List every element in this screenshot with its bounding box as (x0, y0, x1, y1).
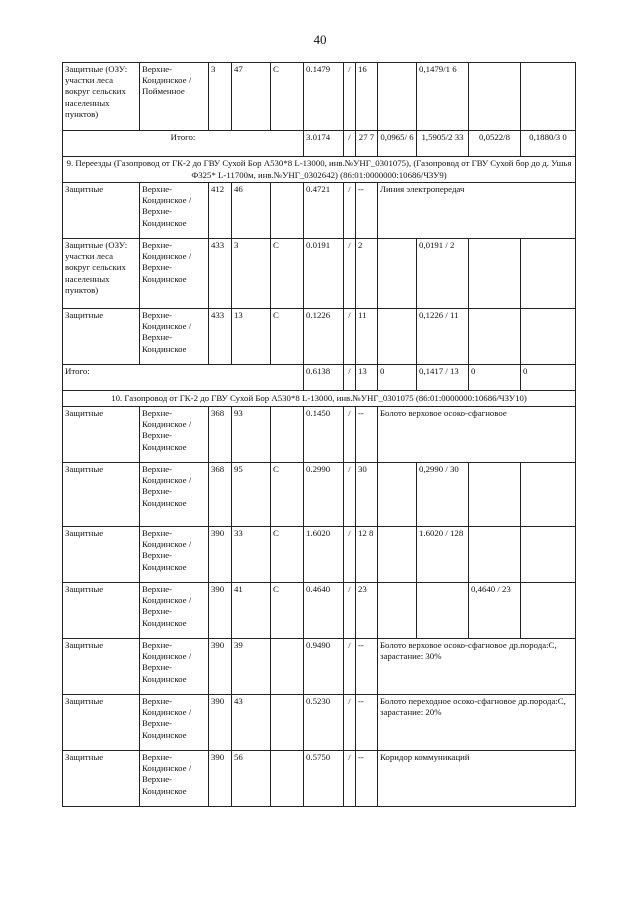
slash-cell: / (344, 131, 356, 157)
note-cell: Болото переходное осоко-сфагновое др.порода:С, зарастание: 20% (378, 695, 576, 751)
area-cell: 0.1479 (304, 63, 344, 131)
area-cell: 0.5230 (304, 695, 344, 751)
col9-cell (378, 583, 417, 639)
table-row (63, 751, 576, 807)
table-row (63, 639, 576, 695)
slash-cell: / (344, 183, 356, 239)
slash-cell: / (344, 463, 356, 527)
forestry-cell: Верхне-Кондинское / Пойменное (140, 63, 209, 131)
quarter-cell: 412 (209, 183, 232, 239)
count-cell: -- (356, 639, 378, 695)
total-label: Итого: (63, 131, 304, 157)
section-cell: 56 (232, 751, 271, 807)
col9-cell (378, 463, 417, 527)
forestry-cell: Верхне-Кондинское / Верхне-Кондинское (140, 309, 209, 365)
area-cell: 0.0191 (304, 239, 344, 309)
col11-cell (469, 527, 521, 583)
total-col9-cell: 0,0965/ 6 (378, 131, 417, 157)
col9-cell (378, 527, 417, 583)
category-cell: Защитные (63, 639, 140, 695)
total-col10-cell: 0,1417 / 13 (417, 365, 469, 391)
section-cell: 93 (232, 407, 271, 463)
col10-cell: 0,0191 / 2 (417, 239, 469, 309)
section-cell: 41 (232, 583, 271, 639)
section-cell: 46 (232, 183, 271, 239)
quarter-cell: 368 (209, 407, 232, 463)
total-area-cell: 0.6138 (304, 365, 344, 391)
col10-cell: 0,1226 / 11 (417, 309, 469, 365)
quarter-cell: 390 (209, 639, 232, 695)
species-cell: С (271, 527, 304, 583)
section-title: 10. Газопровод от ГК-2 до ГВУ Сухой Бор А530*8 L-13000, инв.№УНГ_0301075 (86:01:0000000:10686/ЧЗУ10) (63, 391, 576, 407)
col11-cell (469, 309, 521, 365)
forestry-cell: Верхне-Кондинское / Верхне-Кондинское (140, 463, 209, 527)
forestry-cell: Верхне-Кондинское / Верхне-Кондинское (140, 183, 209, 239)
total-area-cell: 3.0174 (304, 131, 344, 157)
species-cell: С (271, 309, 304, 365)
area-cell: 0.4721 (304, 183, 344, 239)
category-cell: Защитные (63, 583, 140, 639)
table-row (63, 63, 576, 131)
table-row (63, 695, 576, 751)
forestry-cell: Верхне-Кондинское / Верхне-Кондинское (140, 751, 209, 807)
col12-cell (521, 583, 576, 639)
quarter-cell: 390 (209, 695, 232, 751)
count-cell: 30 (356, 463, 378, 527)
note-cell: Болото верховое осоко-сфагновое (378, 407, 576, 463)
col10-cell: 1.6020 / 128 (417, 527, 469, 583)
count-cell: -- (356, 407, 378, 463)
col11-cell (469, 63, 521, 131)
category-cell: Защитные (ОЗУ: участки леса вокруг сельских населенных пунктов) (63, 63, 140, 131)
table-row (63, 239, 576, 309)
table-row (63, 583, 576, 639)
area-cell: 0.4640 (304, 583, 344, 639)
col12-cell (521, 239, 576, 309)
count-cell: -- (356, 751, 378, 807)
species-cell (271, 183, 304, 239)
slash-cell: / (344, 309, 356, 365)
section-cell: 33 (232, 527, 271, 583)
species-cell (271, 751, 304, 807)
slash-cell: / (344, 239, 356, 309)
table-row (63, 183, 576, 239)
count-cell: 11 (356, 309, 378, 365)
area-cell: 0.2990 (304, 463, 344, 527)
total-col11-cell: 0 (469, 365, 521, 391)
col11-cell (469, 239, 521, 309)
count-cell: 12 8 (356, 527, 378, 583)
col10-cell: 0,1479/1 6 (417, 63, 469, 131)
section-cell: 39 (232, 639, 271, 695)
species-cell (271, 407, 304, 463)
forest-plots-table (62, 62, 576, 807)
slash-cell: / (344, 407, 356, 463)
col12-cell (521, 463, 576, 527)
col12-cell (521, 63, 576, 131)
quarter-cell: 433 (209, 239, 232, 309)
table-row (63, 407, 576, 463)
slash-cell: / (344, 751, 356, 807)
forestry-cell: Верхне-Кондинское / Верхне-Кондинское (140, 583, 209, 639)
species-cell: С (271, 239, 304, 309)
section-cell: 13 (232, 309, 271, 365)
category-cell: Защитные (63, 183, 140, 239)
note-cell: Линия электропередач (378, 183, 576, 239)
count-cell: -- (356, 183, 378, 239)
count-cell: 16 (356, 63, 378, 131)
table-row (63, 527, 576, 583)
species-cell: С (271, 463, 304, 527)
page-number: 40 (313, 32, 327, 47)
slash-cell: / (344, 63, 356, 131)
quarter-cell: 368 (209, 463, 232, 527)
forestry-cell: Верхне-Кондинское / Верхне-Кондинское (140, 407, 209, 463)
table-row (63, 463, 576, 527)
category-cell: Защитные (63, 463, 140, 527)
category-cell: Защитные (ОЗУ: участки леса вокруг сельских населенных пунктов) (63, 239, 140, 309)
forestry-cell: Верхне-Кондинское / Верхне-Кондинское (140, 695, 209, 751)
slash-cell: / (344, 583, 356, 639)
note-cell: Болото верховое осоко-сфагновое др.порода:С, зарастание: 30% (378, 639, 576, 695)
col12-cell (521, 527, 576, 583)
area-cell: 0.5750 (304, 751, 344, 807)
note-cell: Коридор коммуникаций (378, 751, 576, 807)
species-cell: С (271, 583, 304, 639)
col10-cell: 0,2990 / 30 (417, 463, 469, 527)
quarter-cell: 390 (209, 527, 232, 583)
total-row (63, 365, 576, 391)
count-cell: 2 (356, 239, 378, 309)
forestry-cell: Верхне-Кондинское / Верхне-Кондинское (140, 527, 209, 583)
slash-cell: / (344, 639, 356, 695)
quarter-cell: 433 (209, 309, 232, 365)
col12-cell (521, 309, 576, 365)
area-cell: 0.1226 (304, 309, 344, 365)
total-row (63, 131, 576, 157)
total-col9-cell: 0 (378, 365, 417, 391)
section-cell: 43 (232, 695, 271, 751)
col9-cell (378, 239, 417, 309)
section-cell: 3 (232, 239, 271, 309)
category-cell: Защитные (63, 407, 140, 463)
category-cell: Защитные (63, 527, 140, 583)
quarter-cell: 390 (209, 751, 232, 807)
section-title: 9. Переезды (Газопровод от ГК-2 до ГВУ Сухой Бор А530*8 L-13000, инв.№УНГ_0301075), (Газопровод от ГВУ Сухой бор до д. Ушья Ф325* L-11700м, инв.№УНГ_0302642) (86:01:0000000:10686/ЧЗУ9) (63, 157, 576, 183)
species-cell (271, 639, 304, 695)
category-cell: Защитные (63, 751, 140, 807)
col9-cell (378, 63, 417, 131)
total-col12-cell: 0,1880/3 0 (521, 131, 576, 157)
total-col12-cell: 0 (521, 365, 576, 391)
col10-cell (417, 583, 469, 639)
total-count-cell: 27 7 (356, 131, 378, 157)
forestry-cell: Верхне-Кондинское / Верхне-Кондинское (140, 239, 209, 309)
total-label: Итого: (63, 365, 304, 391)
count-cell: 23 (356, 583, 378, 639)
area-cell: 1.6020 (304, 527, 344, 583)
col11-cell: 0,4640 / 23 (469, 583, 521, 639)
category-cell: Защитные (63, 695, 140, 751)
section-cell: 47 (232, 63, 271, 131)
slash-cell: / (344, 527, 356, 583)
quarter-cell: 3 (209, 63, 232, 131)
total-col10-cell: 1,5905/2 33 (417, 131, 469, 157)
section-heading-row (63, 157, 576, 183)
section-heading-row (63, 391, 576, 407)
forestry-cell: Верхне-Кондинское / Верхне-Кондинское (140, 639, 209, 695)
col9-cell (378, 309, 417, 365)
category-cell: Защитные (63, 309, 140, 365)
area-cell: 0.1450 (304, 407, 344, 463)
slash-cell: / (344, 695, 356, 751)
slash-cell: / (344, 365, 356, 391)
total-col11-cell: 0,0522/8 (469, 131, 521, 157)
col11-cell (469, 463, 521, 527)
quarter-cell: 390 (209, 583, 232, 639)
table-row (63, 309, 576, 365)
species-cell (271, 695, 304, 751)
total-count-cell: 13 (356, 365, 378, 391)
species-cell: С (271, 63, 304, 131)
count-cell: -- (356, 695, 378, 751)
section-cell: 95 (232, 463, 271, 527)
area-cell: 0.9490 (304, 639, 344, 695)
